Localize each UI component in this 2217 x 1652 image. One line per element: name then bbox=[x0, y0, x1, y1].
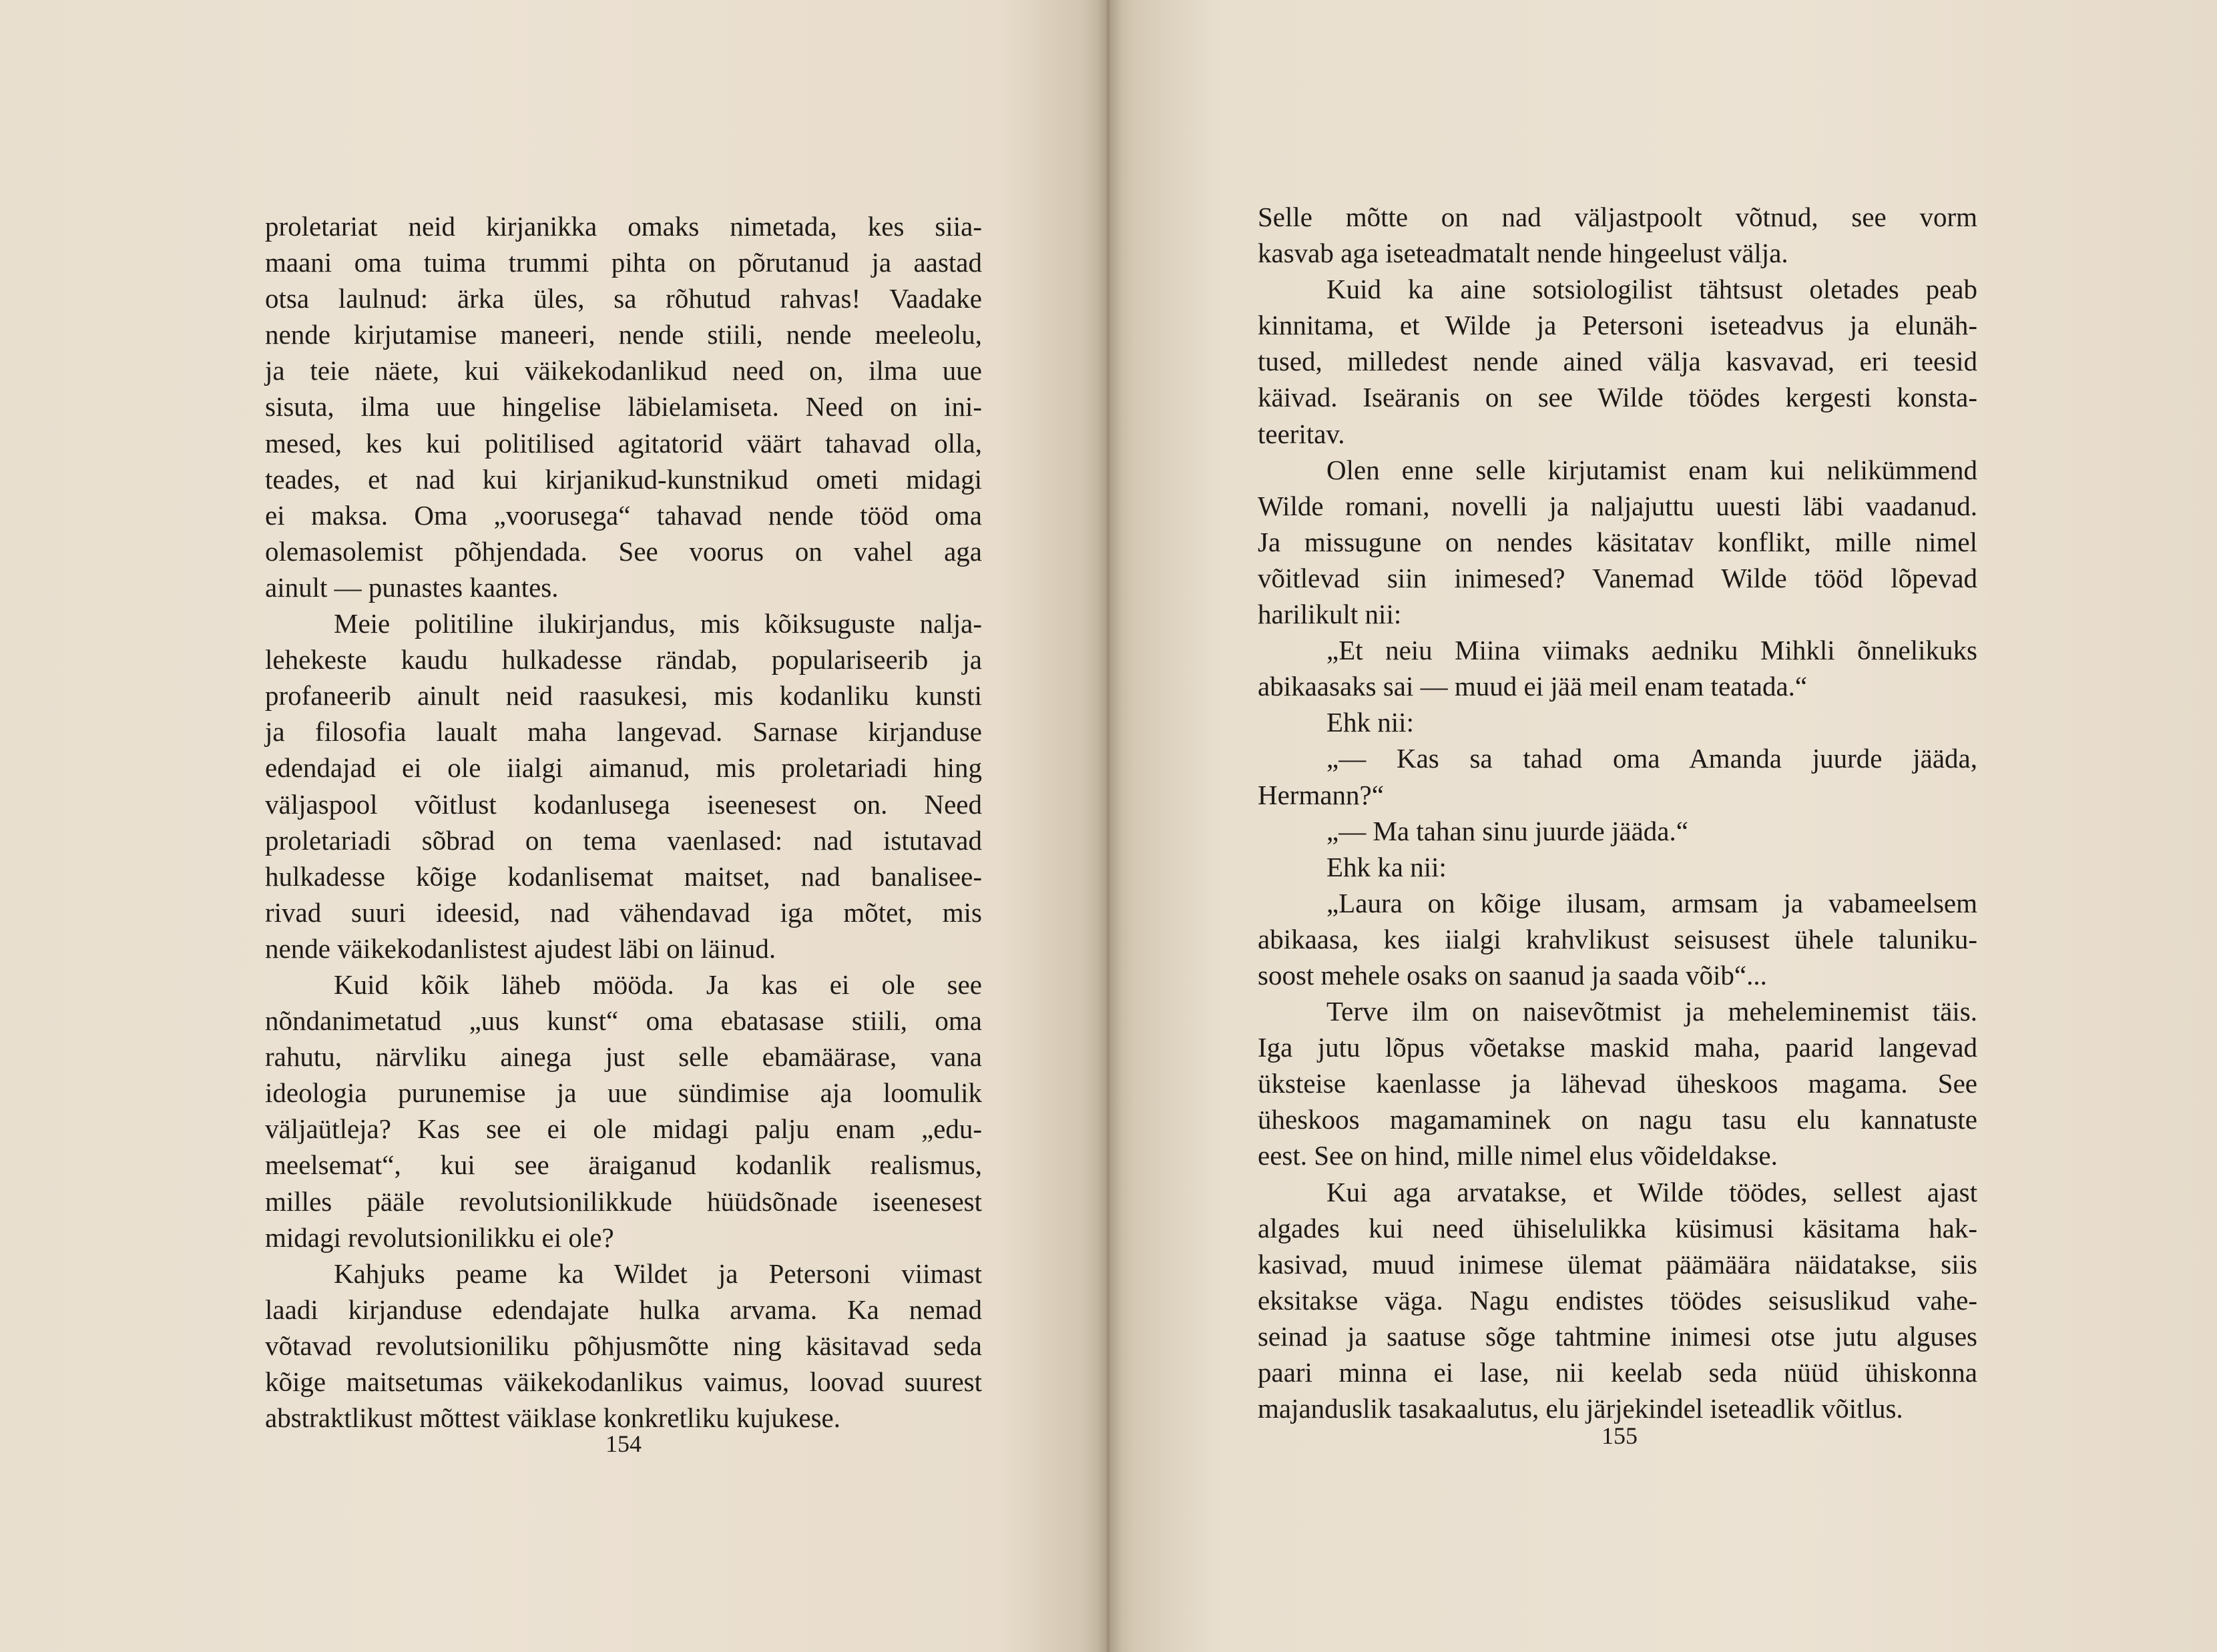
text-line: „— Ma tahan sinu juurde jääda.“ bbox=[1326, 815, 1688, 846]
text-line: paari minna ei lase, nii keelab seda nüüd ühiskonna bbox=[1258, 1357, 1977, 1388]
text-line: otsa laulnud: ärka üles, sa rõhutud rahvas! Vaadake bbox=[265, 283, 982, 314]
text-line: meelsemat“, kui see äraiganud kodanlik realismus, bbox=[265, 1149, 982, 1181]
text-line: rahutu, närvliku ainega just selle ebamäärase, vana bbox=[265, 1041, 982, 1073]
text-line: väljaütleja? Kas see ei ole midagi palju enam „edu- bbox=[265, 1113, 982, 1145]
text-line: midagi revolutsionilikku ei ole? bbox=[265, 1221, 614, 1253]
text-line: algades kui need ühiselulikka küsimusi käsitama hak- bbox=[1258, 1212, 1977, 1244]
text-line: ja filosofia laualt maha langevad. Sarnase kirjanduse bbox=[265, 716, 982, 748]
text-line: profaneerib ainult neid raasukesi, mis kodanliku kunsti bbox=[265, 680, 982, 712]
text-line: nõndanimetatud „uus kunst“ oma ebatasase stiili, oma bbox=[265, 1005, 982, 1037]
text-line: võtavad revolutsioniliku põhjusmõtte ning käsitavad seda bbox=[265, 1330, 982, 1361]
text-line: majanduslik tasakaalutus, elu järjekindel iseteadlik võitlus. bbox=[1258, 1393, 1903, 1424]
text-line: nende kirjutamise maneeri, nende stiili, nende meeleolu, bbox=[265, 319, 982, 350]
text-line: eest. See on hind, mille nimel elus võideldakse. bbox=[1258, 1140, 1778, 1171]
text-line: väljaspool võitlust kodanlusega iseenesest on. Need bbox=[265, 788, 982, 820]
text-line: milles pääle revolutsionilikkude hüüdsõnade iseenesest bbox=[265, 1185, 982, 1217]
text-line: abstraktlikust mõttest väiklase konkretliku kujukese. bbox=[265, 1402, 840, 1434]
text-line: eksitakse väga. Nagu endistes töödes seisuslikud vahe- bbox=[1258, 1284, 1977, 1316]
text-line: soost mehele osaks on saanud ja saada võib“... bbox=[1258, 959, 1767, 991]
text-line: tused, milledest nende ained välja kasvavad, eri teesid bbox=[1258, 346, 1977, 377]
right-page-text bbox=[1258, 199, 1977, 1426]
text-line: Kuid kõik läheb mööda. Ja kas ei ole see bbox=[334, 969, 982, 1000]
text-line: abikaasaks sai — muud ei jää meil enam teatada.“ bbox=[1258, 671, 1808, 702]
text-line: üheskoos magamaminek on nagu tasu elu kannatuste bbox=[1258, 1104, 1977, 1135]
text-line: laadi kirjanduse edendajate hulka arvama. Ka nemad bbox=[265, 1294, 982, 1325]
text-line: hulkadesse kõige kodanlisemat maitset, nad banalisee- bbox=[265, 860, 982, 892]
text-line: Kuid ka aine sotsiologilist tähtsust oletades peab bbox=[1326, 274, 1977, 305]
text-line: maani oma tuima trummi pihta on põrutanud ja aastad bbox=[265, 247, 982, 278]
text-line: kasvab aga iseteadmatalt nende hingeelust välja. bbox=[1258, 238, 1788, 269]
text-line: edendajad ei ole iialgi aimanud, mis proletariadi hing bbox=[265, 752, 982, 784]
left-page-text bbox=[265, 208, 982, 1436]
text-line: proletariat neid kirjanikka omaks nimetada, kes siia- bbox=[265, 211, 982, 242]
text-line: kasivad, muud inimese ülemat päämäära näidatakse, siis bbox=[1258, 1248, 1977, 1280]
text-line: Kahjuks peame ka Wildet ja Petersoni viimast bbox=[334, 1258, 982, 1289]
text-line: rivad suuri ideesid, nad vähendavad iga mõtet, mis bbox=[265, 896, 982, 928]
text-line: nende väikekodanlistest ajudest läbi on läinud. bbox=[265, 932, 776, 964]
text-line: Ja missugune on nendes käsitatav konflikt, mille nimel bbox=[1258, 526, 1977, 557]
left-page bbox=[0, 0, 1108, 1652]
right-page bbox=[1109, 0, 2217, 1652]
left-page-number: 154 bbox=[605, 1430, 642, 1457]
text-line: Iga jutu lõpus võetakse maskid maha, paarid langevad bbox=[1258, 1032, 1977, 1063]
text-line: abikaasa, kes iialgi krahvlikust seisusest ühele taluniku- bbox=[1258, 923, 1977, 954]
text-line: kinnitama, et Wilde ja Petersoni iseteadvus ja elunäh- bbox=[1258, 310, 1977, 341]
text-line: Meie politiline ilukirjandus, mis kõiksuguste nalja- bbox=[334, 608, 982, 639]
text-line: lehekeste kaudu hulkadesse rändab, populariseerib ja bbox=[265, 644, 982, 675]
text-line: mesed, kes kui politilised agitatorid väärt tahavad olla, bbox=[265, 427, 982, 459]
text-line: Ehk ka nii: bbox=[1326, 851, 1447, 882]
text-line: harilikult nii: bbox=[1258, 599, 1402, 630]
text-line: Olen enne selle kirjutamist enam kui nelikümmend bbox=[1326, 454, 1977, 485]
text-line: käivad. Iseäranis on see Wilde töödes kergesti konsta- bbox=[1258, 382, 1977, 413]
text-line: võitlevad siin inimesed? Vanemad Wilde tööd lõpevad bbox=[1258, 562, 1977, 593]
text-line: Hermann?“ bbox=[1258, 779, 1384, 810]
text-line: proletariadi sõbrad on tema vaenlased: nad istutavad bbox=[265, 824, 982, 856]
right-page-number: 155 bbox=[1602, 1422, 1638, 1449]
text-line: „Et neiu Miina viimaks aedniku Mihkli õnnelikuks bbox=[1326, 635, 1977, 666]
text-line: Kui aga arvatakse, et Wilde töödes, sellest ajast bbox=[1326, 1176, 1977, 1207]
text-line: „— Kas sa tahad oma Amanda juurde jääda, bbox=[1326, 743, 1977, 774]
text-line: Ehk nii: bbox=[1326, 707, 1414, 738]
text-line: üksteise kaenlasse ja lähevad üheskoos magama. See bbox=[1258, 1068, 1977, 1099]
text-line: ideologia purunemise ja uue sündimise aja loomulik bbox=[265, 1077, 982, 1109]
text-line: teeritav. bbox=[1258, 418, 1345, 449]
text-line: Wilde romani, novelli ja naljajuttu uuesti läbi vaadanud. bbox=[1258, 490, 1977, 521]
text-line: teades, et nad kui kirjanikud-kunstnikud ometi midagi bbox=[265, 463, 982, 495]
text-line: sisuta, ilma uue hingelise läbielamiseta. Need on ini- bbox=[265, 391, 982, 423]
text-line: ja teie näete, kui väikekodanlikud need on, ilma uue bbox=[265, 355, 982, 386]
text-line: Selle mõtte on nad väljastpoolt võtnud, see vorm bbox=[1258, 202, 1977, 232]
text-line: ei maksa. Oma „voorusega“ tahavad nende tööd oma bbox=[265, 499, 982, 531]
text-line: ainult — punastes kaantes. bbox=[265, 571, 559, 603]
text-line: kõige maitsetumas väikekodanlikus vaimus, loovad suurest bbox=[265, 1366, 982, 1397]
text-line: seinad ja saatuse sõge tahtmine inimesi otse jutu alguses bbox=[1258, 1320, 1977, 1352]
text-line: Terve ilm on naisevõtmist ja meheleminemist täis. bbox=[1326, 996, 1977, 1027]
text-line: olemasolemist põhjendada. See voorus on vahel aga bbox=[265, 535, 982, 567]
text-line: „Laura on kõige ilusam, armsam ja vabameelsem bbox=[1326, 887, 1977, 918]
